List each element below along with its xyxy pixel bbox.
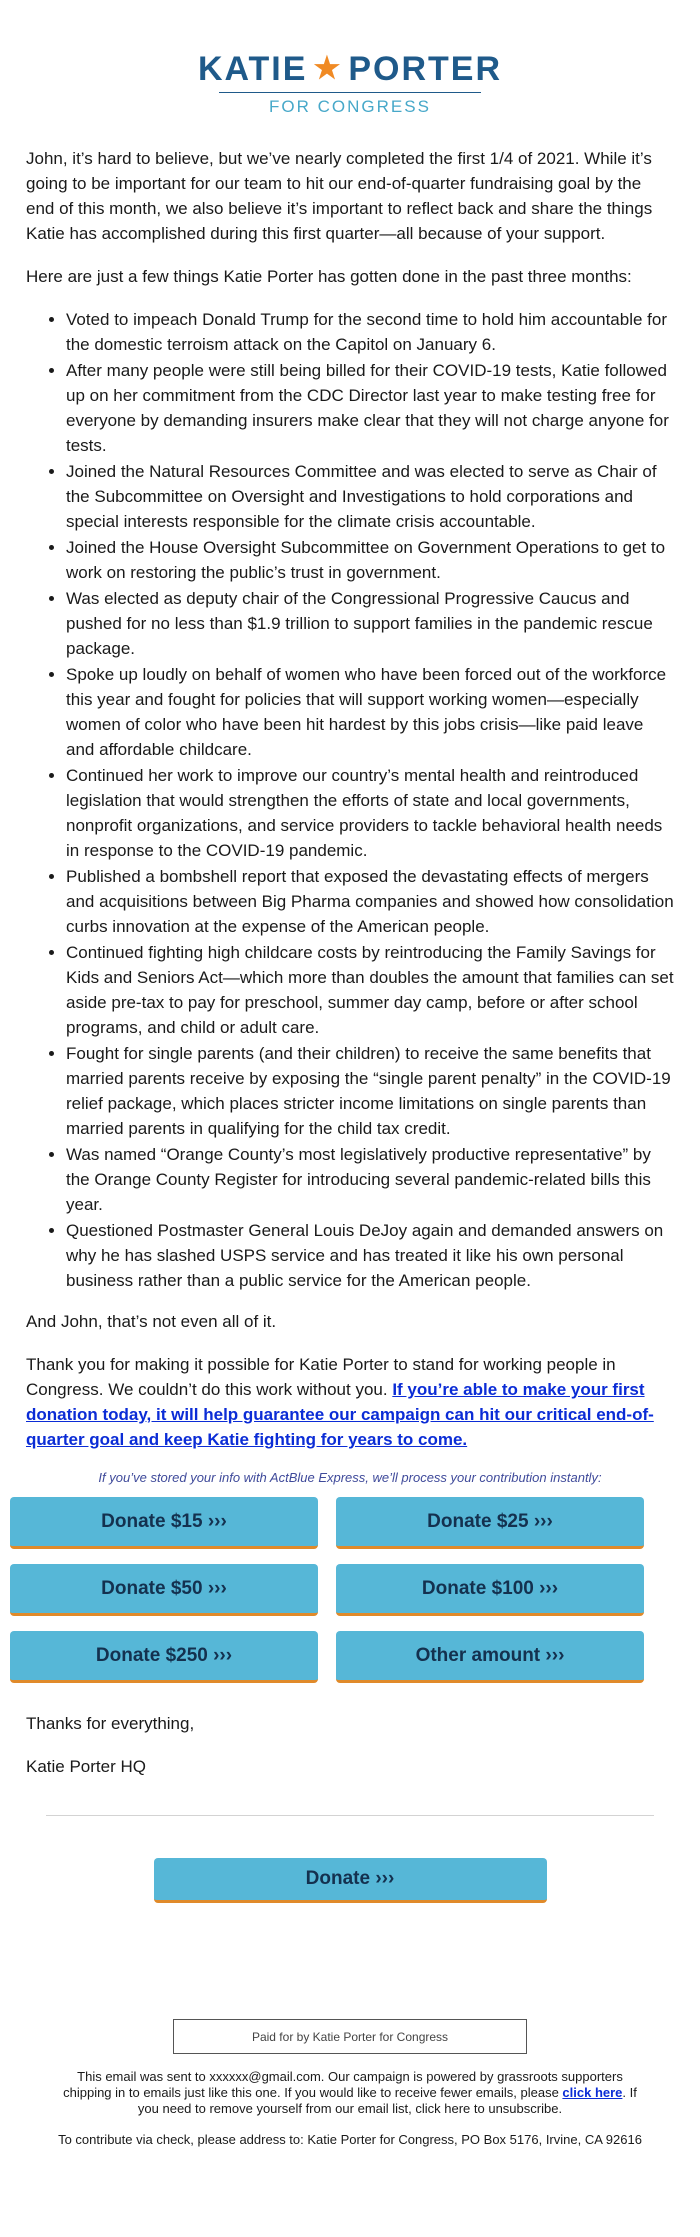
list-item: • After many people were still being billed for their COVID-19 tests, Katie followed up on her commitment from the CDC Director last year to make testing free for everyone by demanding insurers make clear that they will not charge anyone for tests. (66, 358, 674, 458)
thanks-paragraph (26, 1352, 674, 1452)
list-item: • Joined the Natural Resources Committee and was elected to serve as Chair of the Subcommittee on Oversight and Investigations to hold corporations and special interests responsible for the climate crisis accountable. (66, 459, 674, 534)
star-icon: ★ (313, 52, 343, 85)
donate-100-button[interactable]: Donate $100 ››› (336, 1564, 644, 1616)
not-all-paragraph: And John, that’s not even all of it. (26, 1312, 277, 1331)
thanks-text: Thank you for making it possible for Katie Porter to stand for working people in Congress. We couldn’t do this work without you. (26, 1355, 616, 1399)
list-intro: Here are just a few things Katie Porter has gotten done in the past three months: (26, 267, 632, 286)
accomplishments-list (26, 307, 674, 1293)
donate-15-button[interactable]: Donate $15 ››› (10, 1497, 318, 1549)
email-body (0, 146, 700, 1452)
list-item: • Fought for single parents (and their children) to receive the same benefits that married parents receive by exposing the “single parent penalty” in the COVID-19 relief package, which places stricter income limitations on single parents than married parents in qualifying for the child tax credit. (66, 1041, 674, 1141)
list-item: • Continued her work to improve our country’s mental health and reintroduced legislation that would strengthen the efforts of state and local governments, nonprofit organizations, and service providers to tackle behavioral health needs in response to the COVID-19 pandemic. (66, 763, 674, 863)
list-item: • Voted to impeach Donald Trump for the second time to hold him accountable for the domestic terroism attack on the Capitol on January 6. (66, 307, 674, 357)
list-item: • Questioned Postmaster General Louis DeJoy again and demanded answers on why he has slashed USPS service and has treated it like his own personal business rather than a public service for the American people. (66, 1218, 674, 1293)
footer-divider (46, 1815, 654, 1816)
other-amount-button[interactable]: Other amount ››› (336, 1631, 644, 1683)
donation-cta-link[interactable]: If you’re able to make your first donation today, it will help guarantee our campaign can hit our critical end-of-quarter goal and keep Katie fighting for years to come. (26, 1380, 654, 1449)
fewer-emails-link[interactable]: click here (562, 2085, 623, 2100)
logo-wordmark (198, 50, 502, 88)
signoff (0, 1711, 700, 1779)
list-item: • Continued fighting high childcare costs by reintroducing the Family Savings for Kids and Seniors Act—which more than doubles the amount that families can set aside pre-tax to pay for preschool, summer day camp, before or after school programs, and child or adult care. (66, 940, 674, 1040)
list-item: • Published a bombshell report that exposed the devastating effects of mergers and acquisitions between Big Pharma companies and showed how consolidation curbs innovation at the expense of the American people. (66, 864, 674, 939)
donate-250-button[interactable]: Donate $250 ››› (10, 1631, 318, 1683)
logo (0, 0, 700, 146)
list-item: • Was elected as deputy chair of the Congressional Progressive Caucus and pushed for no less than $1.9 trillion to support families in the pandemic rescue package. (66, 586, 674, 661)
donate-button[interactable]: Donate ››› (154, 1858, 547, 1903)
list-item: • Spoke up loudly on behalf of women who have been forced out of the workforce this year and fought for policies that will support working women—especially women of color who have been hit hardest by this jobs crisis—like paid leave and affordable childcare. (66, 662, 674, 762)
donate-button-grid (0, 1497, 700, 1683)
logo-name-right: PORTER (348, 50, 503, 88)
footer (0, 2069, 700, 2148)
list-item: • Joined the House Oversight Subcommittee on Government Operations to get to work on restoring the public’s trust in government. (66, 535, 674, 585)
logo-subtitle: FOR CONGRESS (269, 97, 431, 116)
donate-25-button[interactable]: Donate $25 ››› (336, 1497, 644, 1549)
paid-for-box: Paid for by Katie Porter for Congress (173, 2019, 527, 2054)
footer-text-after: . If you need to remove yourself from our email list, click here to unsubscribe. (137, 2085, 637, 2116)
intro-paragraph: John, it’s hard to believe, but we’ve nearly completed the first 1/4 of 2021. While it’s going to be important for our team to hit our end-of-quarter fundraising goal by the end of this month, we also believe it’s important to reflect back and share the things Katie has accomplished during this first quarter—all because of your support. (26, 149, 653, 243)
footer-text-before: This email was sent to xxxxxx@gmail.com. Our campaign is powered by grassroots supporters chipping in to emails just like this one. If you would like to receive fewer emails, please (63, 2069, 623, 2100)
footer-notice (56, 2069, 644, 2117)
logo-name-left: KATIE (197, 50, 308, 88)
list-item: • Was named “Orange County’s most legislatively productive representative” by the Orange County Register for introducing several pandemic-related bills this year. (66, 1142, 674, 1217)
actblue-note: If you’ve stored your info with ActBlue Express, we’ll process your contribution instantly: (98, 1470, 602, 1485)
donate-main-wrap (0, 1858, 700, 1903)
signoff-line: Thanks for everything, (26, 1714, 195, 1733)
signature: Katie Porter HQ (26, 1757, 146, 1776)
donate-50-button[interactable]: Donate $50 ››› (10, 1564, 318, 1616)
logo-divider (219, 92, 481, 93)
footer-address: To contribute via check, please address to: Katie Porter for Congress, PO Box 5176, Irvine, CA 92616 (58, 2132, 642, 2147)
